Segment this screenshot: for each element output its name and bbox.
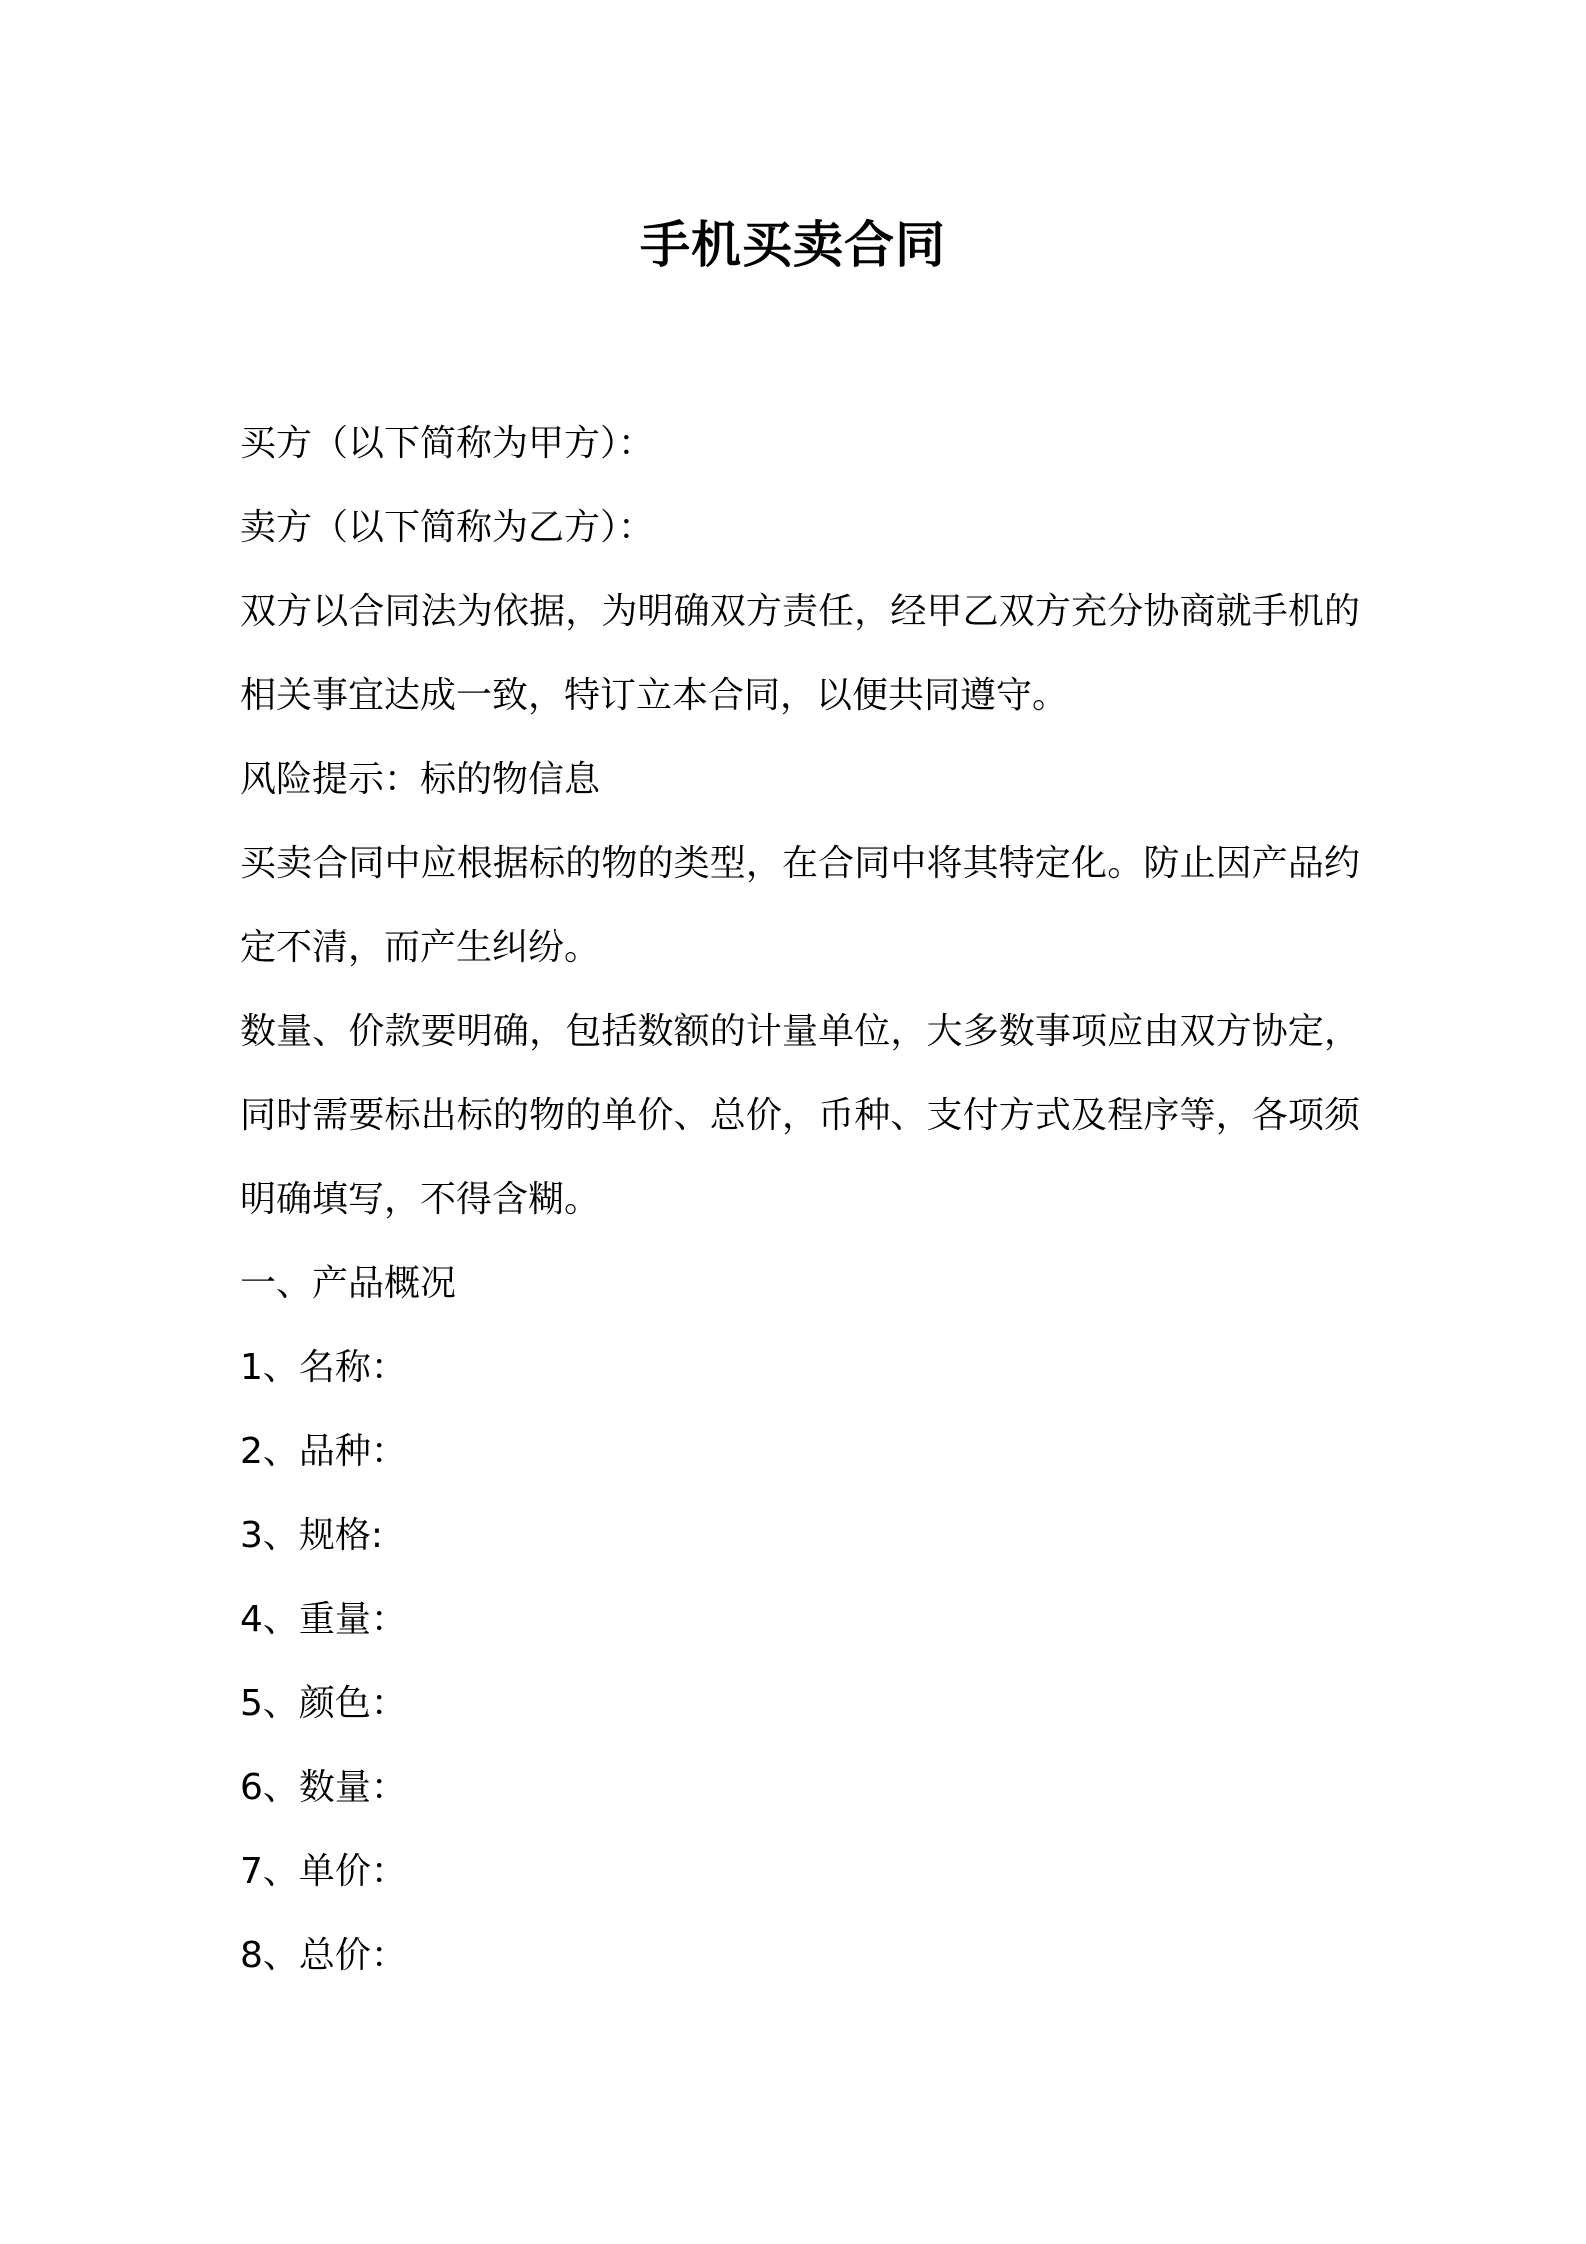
item-variety: 2、品种： <box>240 1431 407 1472</box>
document-title: 手机买卖合同 <box>640 216 946 274</box>
item-spec: 3、规格: <box>240 1515 384 1556</box>
risk-heading: 风险提示：标的物信息 <box>240 759 601 800</box>
seller-line: 卖方（以下简称为乙方）： <box>240 507 655 548</box>
item-quantity: 6、数量： <box>240 1767 407 1808</box>
section-1-heading: 一、产品概况 <box>240 1263 457 1304</box>
risk-paragraph-1: 买卖合同中应根据标的物的类型，在合同中将其特定化。防止因产品约定不清，而产生纠纷。 <box>240 843 1360 968</box>
item-unit-price: 7、单价： <box>240 1851 407 1892</box>
item-color: 5、颜色： <box>240 1683 407 1724</box>
item-weight: 4、重量： <box>240 1599 407 1640</box>
intro-paragraph: 双方以合同法为依据，为明确双方责任，经甲乙双方充分协商就手机的相关事宜达成一致，特订立本合同，以便共同遵守。 <box>240 591 1360 716</box>
risk-paragraph-2: 数量、价款要明确，包括数额的计量单位，大多数事项应由双方协定，同时需要标出标的物的单价、总价，币种、支付方式及程序等，各项须明确填写，不得含糊。 <box>240 1011 1360 1220</box>
item-name: 1、名称： <box>240 1347 407 1388</box>
document-body <box>240 402 1360 1998</box>
buyer-line: 买方（以下简称为甲方）： <box>240 423 655 464</box>
item-total-price: 8、总价： <box>240 1935 407 1976</box>
